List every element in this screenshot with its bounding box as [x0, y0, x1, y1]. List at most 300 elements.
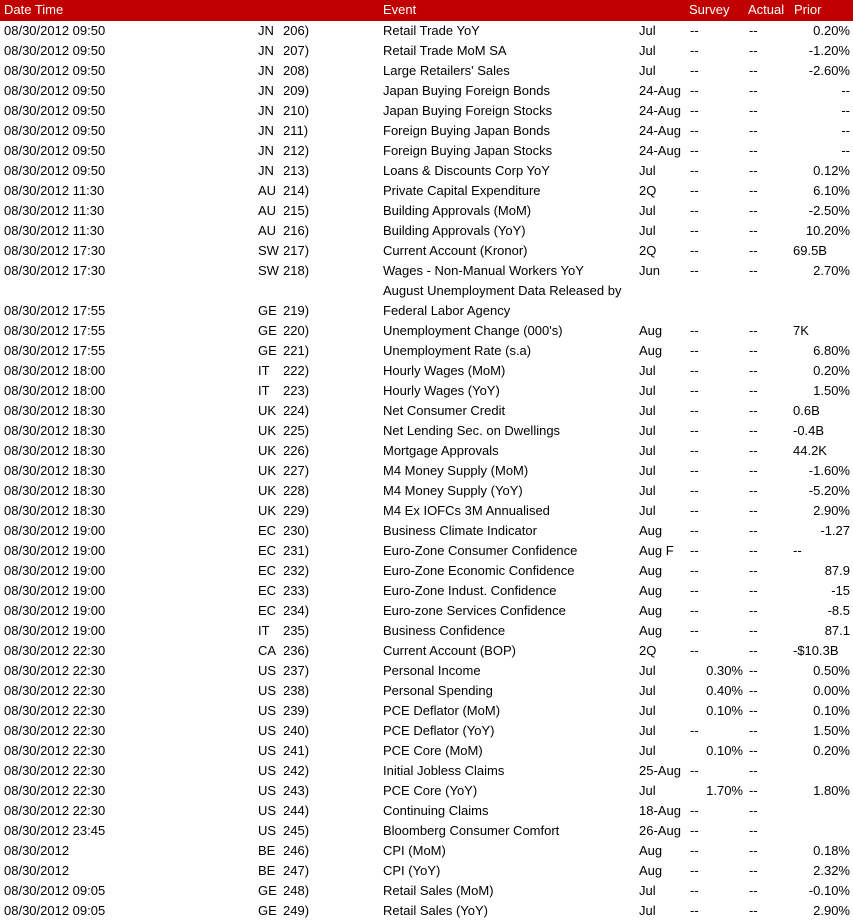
row-country: EC [258, 603, 277, 618]
row-event: PCE Core (YoY) [383, 783, 478, 798]
row-period: Aug [639, 523, 663, 538]
row-actual: -- [749, 883, 758, 898]
table-row [0, 61, 853, 81]
table-row [0, 741, 853, 761]
row-event: Retail Sales (MoM) [383, 883, 494, 898]
row-period: Jul [639, 683, 656, 698]
row-datetime: 08/30/2012 22:30 [4, 723, 106, 738]
row-actual: -- [749, 683, 758, 698]
row-period: Aug [639, 623, 663, 638]
row-datetime: 08/30/2012 11:30 [4, 183, 105, 198]
row-actual: -- [749, 703, 758, 718]
row-datetime: 08/30/2012 18:30 [4, 403, 106, 418]
row-datetime: 08/30/2012 09:50 [4, 63, 106, 78]
row-actual: -- [749, 143, 758, 158]
row-survey-value: -- [690, 523, 699, 538]
row-prior: 0.20% [813, 363, 850, 378]
row-country: UK [258, 463, 277, 478]
table-row [0, 141, 853, 161]
row-number: 213) [283, 163, 310, 178]
row-period: Jul [639, 783, 656, 798]
row-datetime: 08/30/2012 09:05 [4, 883, 106, 898]
row-prior: 0.10% [813, 703, 850, 718]
row-survey-value: -- [690, 863, 699, 878]
row-country: AU [258, 223, 277, 238]
row-event: Continuing Claims [383, 803, 489, 818]
table-row [0, 761, 853, 781]
row-country: US [258, 703, 277, 718]
row-number: 239) [283, 703, 310, 718]
row-country: US [258, 783, 277, 798]
row-event: Business Climate Indicator [383, 523, 537, 538]
row-prior: -5.20% [808, 483, 850, 498]
row-survey-value: -- [690, 83, 699, 98]
row-prior: 0.6B [793, 403, 820, 418]
row-number: 247) [283, 863, 310, 878]
row-number: 235) [283, 623, 310, 638]
row-event: Business Confidence [383, 623, 506, 638]
row-actual: -- [749, 603, 758, 618]
row-actual: -- [749, 103, 758, 118]
table-row [0, 801, 853, 821]
row-country: SW [258, 243, 279, 258]
row-period: Jul [639, 203, 656, 218]
row-datetime: 08/30/2012 22:30 [4, 783, 106, 798]
row-actual: -- [749, 403, 758, 418]
row-datetime: 08/30/2012 17:30 [4, 263, 106, 278]
row-country: JN [258, 83, 274, 98]
row-actual: -- [749, 243, 758, 258]
row-actual: -- [749, 203, 758, 218]
row-period: Jul [639, 63, 656, 78]
row-number: 228) [283, 483, 310, 498]
row-datetime: 08/30/2012 19:00 [4, 603, 106, 618]
row-period: Jul [639, 403, 656, 418]
table-row [0, 261, 853, 281]
row-period: Jul [639, 23, 656, 38]
row-survey-value: 0.10% [706, 743, 743, 758]
table-row [0, 681, 853, 701]
row-survey-value: -- [690, 423, 699, 438]
row-number: 230) [283, 523, 310, 538]
row-period: Jul [639, 663, 656, 678]
row-number: 227) [283, 463, 310, 478]
row-number: 220) [283, 323, 310, 338]
row-period: Jul [639, 883, 656, 898]
row-survey-value: 0.30% [706, 663, 743, 678]
table-row [0, 621, 853, 641]
row-country: EC [258, 583, 277, 598]
row-event: Retail Trade YoY [383, 23, 480, 38]
row-datetime: 08/30/2012 19:00 [4, 543, 106, 558]
row-prior: 2.90% [813, 903, 850, 918]
row-number: 216) [283, 223, 310, 238]
row-period: Jul [639, 43, 656, 58]
row-event: Euro-Zone Economic Confidence [383, 563, 575, 578]
row-actual: -- [749, 123, 758, 138]
row-datetime: 08/30/2012 09:50 [4, 43, 106, 58]
row-datetime: 08/30/2012 22:30 [4, 703, 106, 718]
row-period: 2Q [639, 243, 657, 258]
row-number: 232) [283, 563, 310, 578]
row-event: Foreign Buying Japan Stocks [383, 143, 553, 158]
row-period: Jul [639, 383, 656, 398]
row-event: Personal Spending [383, 683, 493, 698]
row-number: 223) [283, 383, 310, 398]
row-survey-value: -- [690, 823, 699, 838]
row-event: PCE Deflator (MoM) [383, 703, 501, 718]
row-datetime: 08/30/2012 18:30 [4, 423, 106, 438]
row-prior: -1.20% [808, 43, 850, 58]
row-country: US [258, 743, 277, 758]
row-actual: -- [749, 363, 758, 378]
row-country: US [258, 663, 277, 678]
row-prior: 0.12% [813, 163, 850, 178]
row-datetime: 08/30/2012 19:00 [4, 563, 106, 578]
row-country: US [258, 763, 277, 778]
row-number: 222) [283, 363, 310, 378]
row-event: Net Lending Sec. on Dwellings [383, 423, 561, 438]
row-event: Retail Trade MoM SA [383, 43, 507, 58]
row-actual: -- [749, 843, 758, 858]
row-country: EC [258, 543, 277, 558]
row-period: Jul [639, 443, 656, 458]
row-survey-value: 0.40% [706, 683, 743, 698]
row-survey-value: -- [690, 403, 699, 418]
row-survey-value: -- [690, 183, 699, 198]
row-datetime: 08/30/2012 22:30 [4, 803, 106, 818]
row-prior: 87.1 [824, 623, 850, 638]
table-row [0, 901, 853, 921]
row-datetime: 08/30/2012 18:00 [4, 383, 106, 398]
row-event: Initial Jobless Claims [383, 763, 505, 778]
table-header [0, 0, 853, 21]
table-row [0, 421, 853, 441]
row-survey-value: -- [690, 763, 699, 778]
table-row [0, 321, 853, 341]
row-survey-value: -- [690, 223, 699, 238]
row-country: JN [258, 123, 274, 138]
row-event: August Unemployment Data Released by Federal Labor Agency [383, 283, 622, 318]
row-period: Jul [639, 483, 656, 498]
row-country: GE [258, 883, 277, 898]
row-actual: -- [749, 583, 758, 598]
row-actual: -- [749, 543, 758, 558]
header-event: Event [383, 2, 417, 17]
row-period: 24-Aug [639, 123, 681, 138]
table-row [0, 181, 853, 201]
row-actual: -- [749, 563, 758, 578]
row-survey-value: -- [690, 263, 699, 278]
table-row [0, 701, 853, 721]
row-period: Jul [639, 903, 656, 918]
row-period: 2Q [639, 643, 657, 658]
row-number: 226) [283, 443, 310, 458]
row-datetime: 08/30/2012 22:30 [4, 763, 106, 778]
row-actual: -- [749, 263, 758, 278]
row-actual: -- [749, 183, 758, 198]
row-event: Current Account (BOP) [383, 643, 516, 658]
row-prior: 6.80% [813, 343, 850, 358]
row-actual: -- [749, 763, 758, 778]
table-row [0, 781, 853, 801]
row-period: Aug [639, 343, 663, 358]
row-event: Retail Sales (YoY) [383, 903, 489, 918]
row-period: Jul [639, 723, 656, 738]
row-event: Bloomberg Consumer Comfort [383, 823, 560, 838]
row-datetime: 08/30/2012 09:50 [4, 143, 106, 158]
row-period: 24-Aug [639, 103, 681, 118]
row-number: 215) [283, 203, 310, 218]
row-survey-value: -- [690, 643, 699, 658]
row-country: SW [258, 263, 279, 278]
row-survey-value: 0.10% [706, 703, 743, 718]
row-datetime: 08/30/2012 18:30 [4, 463, 106, 478]
row-period: Aug [639, 603, 663, 618]
row-actual: -- [749, 663, 758, 678]
row-survey-value: -- [690, 203, 699, 218]
table-row [0, 401, 853, 421]
row-country: JN [258, 103, 274, 118]
header-survey: Survey [689, 2, 730, 17]
row-country: GE [258, 303, 277, 318]
row-survey-value: -- [690, 903, 699, 918]
row-event: M4 Money Supply (MoM) [383, 463, 529, 478]
row-period: 18-Aug [639, 803, 681, 818]
row-country: UK [258, 403, 277, 418]
row-datetime: 08/30/2012 17:55 [4, 303, 106, 318]
row-prior: -8.5 [827, 603, 850, 618]
row-actual: -- [749, 83, 758, 98]
row-number: 245) [283, 823, 310, 838]
row-actual: -- [749, 323, 758, 338]
row-event: Building Approvals (YoY) [383, 223, 526, 238]
row-number: 231) [283, 543, 310, 558]
row-period: 26-Aug [639, 823, 681, 838]
table-row [0, 561, 853, 581]
row-prior: 1.50% [813, 723, 850, 738]
table-row [0, 121, 853, 141]
row-survey-value: -- [690, 483, 699, 498]
row-datetime: 08/30/2012 09:50 [4, 23, 106, 38]
row-actual: -- [749, 483, 758, 498]
row-actual: -- [749, 63, 758, 78]
row-datetime: 08/30/2012 [4, 843, 70, 858]
row-datetime: 08/30/2012 22:30 [4, 743, 106, 758]
row-country: JN [258, 63, 274, 78]
table-row [0, 341, 853, 361]
row-prior: 44.2K [793, 443, 827, 458]
row-survey-value: -- [690, 23, 699, 38]
table-row [0, 81, 853, 101]
row-country: EC [258, 523, 277, 538]
row-number: 212) [283, 143, 310, 158]
row-number: 211) [283, 123, 309, 138]
row-survey-value: -- [690, 63, 699, 78]
row-datetime: 08/30/2012 19:00 [4, 623, 106, 638]
row-prior: 1.80% [813, 783, 850, 798]
table-row [0, 661, 853, 681]
row-survey-value: -- [690, 623, 699, 638]
row-number: 218) [283, 263, 310, 278]
row-event: Euro-Zone Consumer Confidence [383, 543, 578, 558]
row-period: 24-Aug [639, 83, 681, 98]
row-event: CPI (MoM) [383, 843, 446, 858]
row-event: PCE Core (MoM) [383, 743, 483, 758]
row-survey-value: -- [690, 363, 699, 378]
row-actual: -- [749, 623, 758, 638]
row-datetime: 08/30/2012 18:30 [4, 483, 106, 498]
row-prior: -0.10% [808, 883, 850, 898]
row-number: 224) [283, 403, 310, 418]
row-actual: -- [749, 443, 758, 458]
row-prior: -$10.3B [793, 643, 839, 658]
row-period: Aug [639, 583, 663, 598]
row-period: Jul [639, 503, 656, 518]
row-period: Jun [639, 263, 660, 278]
row-datetime: 08/30/2012 11:30 [4, 223, 105, 238]
row-prior: 0.20% [813, 23, 850, 38]
row-event: Private Capital Expenditure [383, 183, 541, 198]
table-row [0, 881, 853, 901]
row-number: 217) [283, 243, 310, 258]
row-prior: 0.50% [813, 663, 850, 678]
row-number: 240) [283, 723, 310, 738]
row-survey-value: -- [690, 503, 699, 518]
table-row [0, 41, 853, 61]
row-event: Large Retailers' Sales [383, 63, 510, 78]
row-prior: -0.4B [793, 423, 825, 438]
row-country: BE [258, 863, 276, 878]
row-number: 237) [283, 663, 310, 678]
row-number: 243) [283, 783, 310, 798]
row-prior: -1.60% [808, 463, 850, 478]
row-datetime: 08/30/2012 18:30 [4, 503, 106, 518]
row-country: IT [258, 363, 270, 378]
row-datetime: 08/30/2012 17:55 [4, 343, 106, 358]
row-prior: 87.9 [824, 563, 850, 578]
row-datetime: 08/30/2012 09:50 [4, 83, 106, 98]
row-period: Jul [639, 463, 656, 478]
table-row [0, 821, 853, 841]
row-country: EC [258, 563, 277, 578]
row-survey-value: -- [690, 43, 699, 58]
row-datetime: 08/30/2012 22:30 [4, 643, 106, 658]
row-country: IT [258, 623, 270, 638]
row-event: Mortgage Approvals [383, 443, 499, 458]
row-period: Jul [639, 423, 656, 438]
row-country: BE [258, 843, 276, 858]
row-number: 244) [283, 803, 310, 818]
row-datetime: 08/30/2012 22:30 [4, 663, 106, 678]
row-country: UK [258, 443, 277, 458]
table-row [0, 601, 853, 621]
row-country: UK [258, 483, 277, 498]
row-event: Unemployment Rate (s.a) [383, 343, 532, 358]
row-event: CPI (YoY) [383, 863, 441, 878]
row-actual: -- [749, 863, 758, 878]
row-number: 246) [283, 843, 310, 858]
row-period: Aug F [639, 543, 674, 558]
economic-calendar-table [0, 21, 853, 921]
row-event: Current Account (Kronor) [383, 243, 528, 258]
row-event: Hourly Wages (MoM) [383, 363, 506, 378]
header-prior: Prior [794, 2, 822, 17]
header-actual: Actual [748, 2, 785, 17]
row-period: Aug [639, 323, 663, 338]
row-actual: -- [749, 903, 758, 918]
row-survey-value: -- [690, 883, 699, 898]
table-row [0, 241, 853, 261]
row-survey-value: -- [690, 463, 699, 478]
table-row [0, 361, 853, 381]
table-row [0, 21, 853, 41]
row-prior: -- [793, 543, 802, 558]
row-prior: 2.70% [813, 263, 850, 278]
row-prior: 0.20% [813, 743, 850, 758]
row-number: 242) [283, 763, 310, 778]
row-period: Aug [639, 843, 663, 858]
row-actual: -- [749, 823, 758, 838]
table-row [0, 221, 853, 241]
row-period: Jul [639, 363, 656, 378]
row-country: US [258, 803, 277, 818]
row-number: 229) [283, 503, 310, 518]
row-datetime: 08/30/2012 09:05 [4, 903, 106, 918]
row-number: 219) [283, 303, 310, 318]
row-prior: -1.27 [820, 523, 850, 538]
table-row [0, 861, 853, 881]
row-event: Unemployment Change (000's) [383, 323, 563, 338]
row-event: Net Consumer Credit [383, 403, 506, 418]
row-survey-value: -- [690, 383, 699, 398]
row-survey-value: -- [690, 583, 699, 598]
row-actual: -- [749, 223, 758, 238]
row-survey-value: -- [690, 243, 699, 258]
row-country: IT [258, 383, 270, 398]
row-period: 2Q [639, 183, 657, 198]
row-survey-value: -- [690, 163, 699, 178]
row-event: Euro-Zone Indust. Confidence [383, 583, 557, 598]
row-event: Wages - Non-Manual Workers YoY [383, 263, 584, 278]
row-actual: -- [749, 723, 758, 738]
row-event: PCE Deflator (YoY) [383, 723, 495, 738]
row-country: US [258, 723, 277, 738]
row-period: Jul [639, 703, 656, 718]
row-actual: -- [749, 23, 758, 38]
table-row [0, 461, 853, 481]
row-number: 236) [283, 643, 310, 658]
row-actual: -- [749, 643, 758, 658]
row-event: M4 Money Supply (YoY) [383, 483, 523, 498]
row-number: 206) [283, 23, 310, 38]
row-survey-value: -- [690, 603, 699, 618]
row-number: 234) [283, 603, 310, 618]
row-prior: -15 [831, 583, 850, 598]
row-datetime: 08/30/2012 18:00 [4, 363, 106, 378]
header-datetime: Date Time [4, 2, 64, 17]
table-row [0, 581, 853, 601]
row-period: Jul [639, 743, 656, 758]
row-prior: 2.90% [813, 503, 850, 518]
table-row [0, 281, 853, 321]
row-country: UK [258, 423, 277, 438]
row-datetime: 08/30/2012 19:00 [4, 583, 106, 598]
row-survey-value: 1.70% [706, 783, 743, 798]
row-country: GE [258, 343, 277, 358]
row-country: GE [258, 903, 277, 918]
row-number: 238) [283, 683, 310, 698]
